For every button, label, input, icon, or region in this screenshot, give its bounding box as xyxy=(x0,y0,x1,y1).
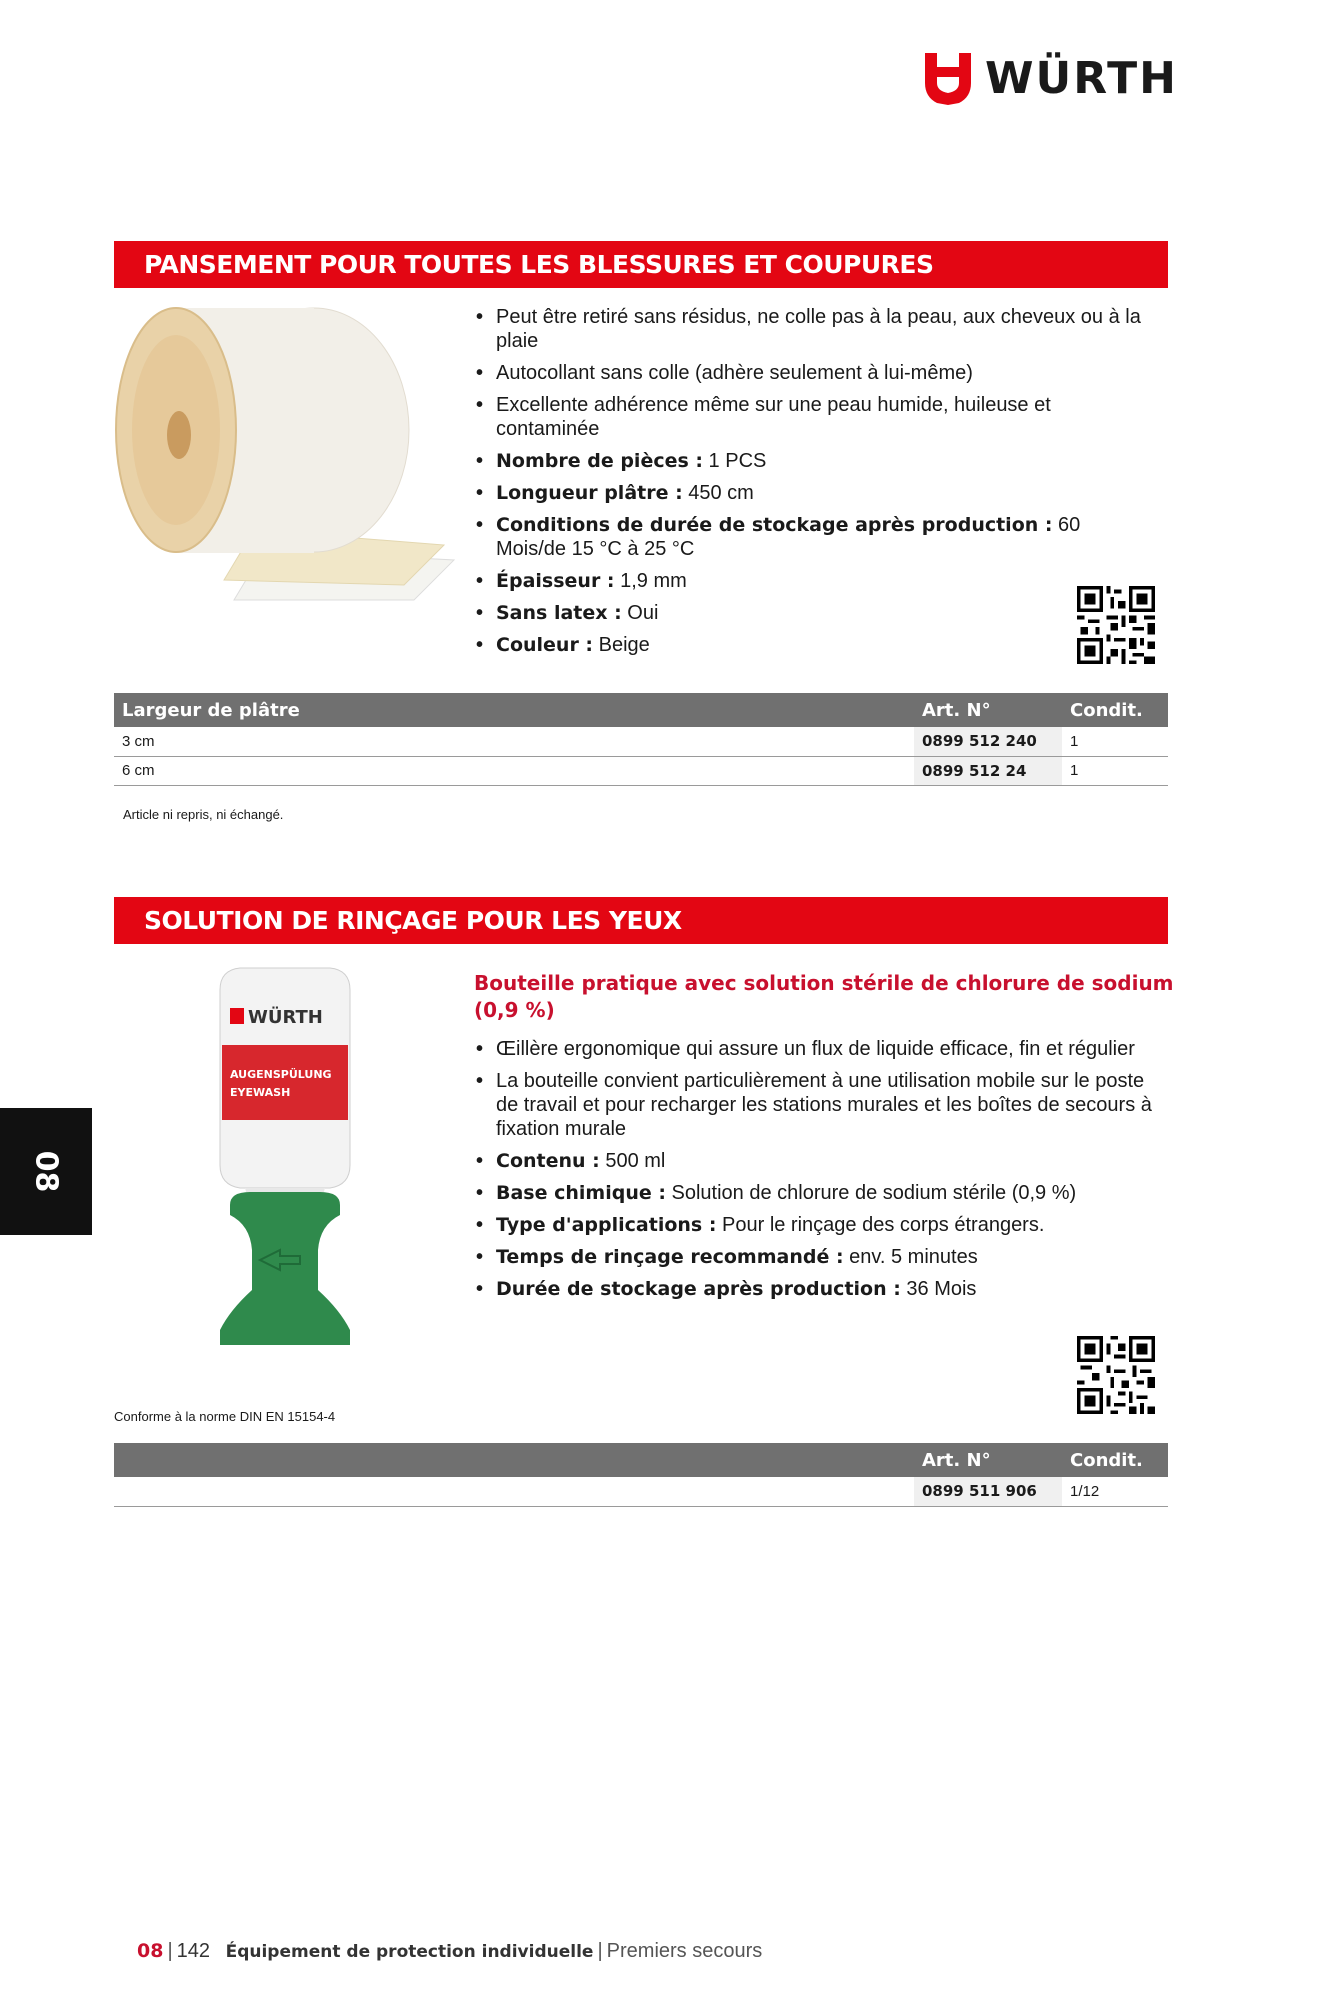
footer-category: Équipement de protection individuelle xyxy=(225,1942,594,1962)
section-header-bandage: PANSEMENT POUR TOUTES LES BLESSURES ET COUPURES xyxy=(114,241,1168,288)
qr-code-icon[interactable] xyxy=(1077,586,1155,664)
col-header-cond: Condit. xyxy=(1062,693,1168,727)
table-header-row xyxy=(114,1443,1168,1477)
list-item: • La bouteille convient particulièrement à une utilisation mobile sur le poste de travail et pour recharger les stations murales et les boîtes de secours à fixation murale xyxy=(474,1069,1154,1141)
col-header-empty xyxy=(114,1443,914,1477)
brand-name: WÜRTH xyxy=(985,53,1179,104)
list-item: • Durée de stockage après production : 36 Mois xyxy=(474,1277,1154,1301)
bottle-brand-text: WÜRTH xyxy=(248,1007,323,1028)
wurth-logo xyxy=(925,52,1178,106)
list-item: • Conditions de durée de stockage après production : 60 Mois/de 15 °C à 25 °C xyxy=(474,513,1154,561)
qr-code-icon[interactable] xyxy=(1077,1336,1155,1414)
footer-subcategory: Premiers secours xyxy=(606,1940,763,1962)
list-item: • Peut être retiré sans résidus, ne colle pas à la peau, aux cheveux ou à la plaie xyxy=(474,305,1154,353)
list-item: • Longueur plâtre : 450 cm xyxy=(474,481,1154,505)
bandage-article-table xyxy=(114,693,1168,786)
col-header-art: Art. N° xyxy=(914,1443,1062,1477)
wurth-logo-mark-icon xyxy=(925,53,971,105)
list-item: • Sans latex : Oui xyxy=(474,601,1154,625)
list-item: • Couleur : Beige xyxy=(474,633,1154,657)
list-item: • Nombre de pièces : 1 PCS xyxy=(474,449,1154,473)
eyewash-norm-note: Conforme à la norme DIN EN 15154-4 xyxy=(114,1409,336,1424)
eyewash-bottle-image xyxy=(200,960,370,1360)
bottle-label-line2: EYEWASH xyxy=(230,1086,291,1099)
col-header-cond: Condit. xyxy=(1062,1443,1168,1477)
table-row: 3 cm 0899 512 240 1 xyxy=(114,727,1168,756)
list-item: • Autocollant sans colle (adhère seulement à lui-même) xyxy=(474,361,1154,385)
table-header-row xyxy=(114,693,1168,727)
bandage-roll-image xyxy=(114,300,464,620)
list-item: • Base chimique : Solution de chlorure de sodium stérile (0,9 %) xyxy=(474,1181,1154,1205)
list-item: • Excellente adhérence même sur une peau humide, huileuse et contaminée xyxy=(474,393,1154,441)
table-row: 0899 511 906 1/12 xyxy=(114,1477,1168,1506)
chapter-side-tab xyxy=(0,1108,92,1235)
table-row: 6 cm 0899 512 24 1 xyxy=(114,756,1168,785)
footer-chapter: 08 xyxy=(137,1940,164,1962)
list-item: • Contenu : 500 ml xyxy=(474,1149,1154,1173)
list-item: • Type d'applications : Pour le rinçage des corps étrangers. xyxy=(474,1213,1154,1237)
list-item: • Épaisseur : 1,9 mm xyxy=(474,569,1154,593)
col-header-width: Largeur de plâtre xyxy=(114,693,914,727)
page-footer: 08 | 142 Équipement de protection individuelle | Premiers secours xyxy=(137,1940,763,1962)
col-header-art: Art. N° xyxy=(914,693,1062,727)
list-item: • Œillère ergonomique qui assure un flux de liquide efficace, fin et régulier xyxy=(474,1037,1154,1061)
bandage-note: Article ni repris, ni échangé. xyxy=(123,807,284,822)
bandage-features-list xyxy=(474,305,1154,665)
bottle-label-line1: AUGENSPÜLUNG xyxy=(230,1068,332,1081)
eyewash-article-table xyxy=(114,1443,1168,1507)
list-item: • Temps de rinçage recommandé : env. 5 minutes xyxy=(474,1245,1154,1269)
eyewash-features-list xyxy=(474,1037,1154,1309)
footer-page-number: 142 xyxy=(176,1940,211,1962)
section-header-eyewash: SOLUTION DE RINÇAGE POUR LES YEUX xyxy=(114,897,1168,944)
eyewash-subtitle: Bouteille pratique avec solution stérile de chlorure de sodium (0,9 %) xyxy=(474,971,1174,1022)
chapter-side-tab-label: 08 xyxy=(28,1150,64,1193)
